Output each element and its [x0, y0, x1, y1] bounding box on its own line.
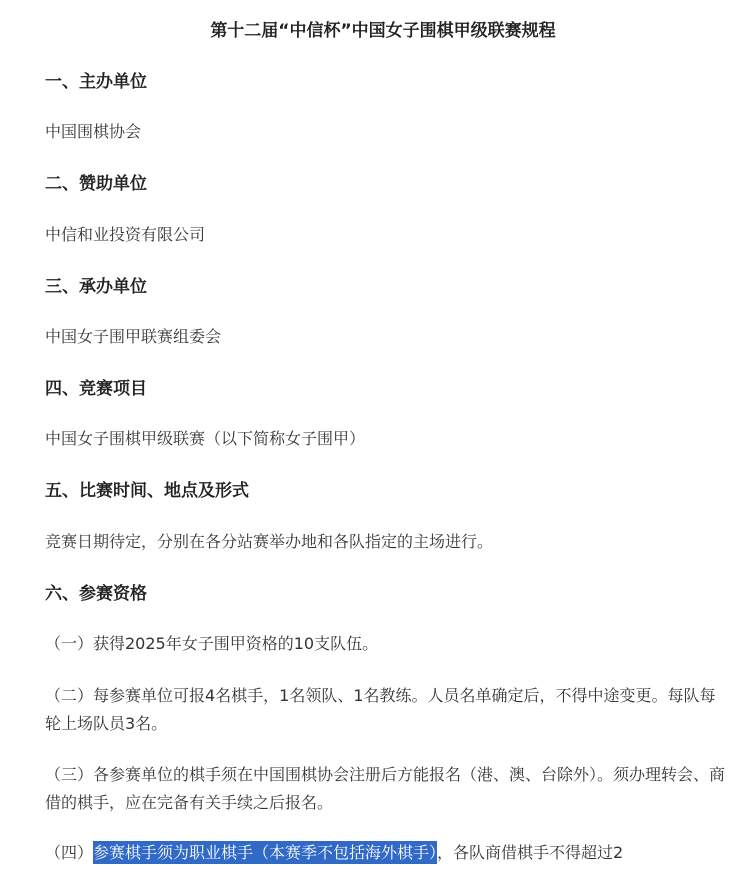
- section-heading-host: 三、承办单位: [45, 277, 147, 297]
- eligibility-item-2: （二）每参赛单位可报4名棋手，1名领队、1名教练。人员名单确定后，不得中途变更。每队每轮上场队员3名。: [45, 686, 716, 733]
- section-heading-event: 四、竞赛项目: [45, 379, 147, 399]
- section-heading-organizer: 一、主办单位: [45, 72, 147, 92]
- section-body-sponsor: 中信和业投资有限公司: [45, 225, 206, 244]
- eligibility-item-1: （一）获得2025年女子围甲资格的10支队伍。: [45, 634, 379, 653]
- document-title: 第十二届“中信杯”中国女子围棋甲级联赛规程: [210, 21, 556, 41]
- section-heading-eligibility: 六、参赛资格: [45, 584, 147, 604]
- section-body-host: 中国女子围甲联赛组委会: [45, 327, 222, 346]
- section-body-event: 中国女子围棋甲级联赛（以下简称女子围甲）: [45, 429, 366, 448]
- eligibility-item-3: （三）各参赛单位的棋手须在中国围棋协会注册后方能报名（港、澳、台除外）。须办理转会、商借的棋手，应在完备有关手续之后报名。: [45, 765, 726, 812]
- selected-text-highlight[interactable]: 参赛棋手须为职业棋手（本赛季不包括海外棋手）: [93, 843, 438, 862]
- eligibility-item-4-suffix: ，各队商借棋手不得超过2: [437, 843, 624, 862]
- section-body-organizer: 中国围棋协会: [45, 122, 142, 141]
- eligibility-item-4-prefix: （四）: [45, 843, 94, 862]
- eligibility-item-4: [45, 841, 623, 865]
- section-body-schedule: 竞赛日期待定，分别在各分站赛举办地和各队指定的主场进行。: [45, 532, 494, 551]
- section-heading-sponsor: 二、赞助单位: [45, 174, 147, 194]
- section-heading-schedule: 五、比赛时间、地点及形式: [45, 481, 249, 501]
